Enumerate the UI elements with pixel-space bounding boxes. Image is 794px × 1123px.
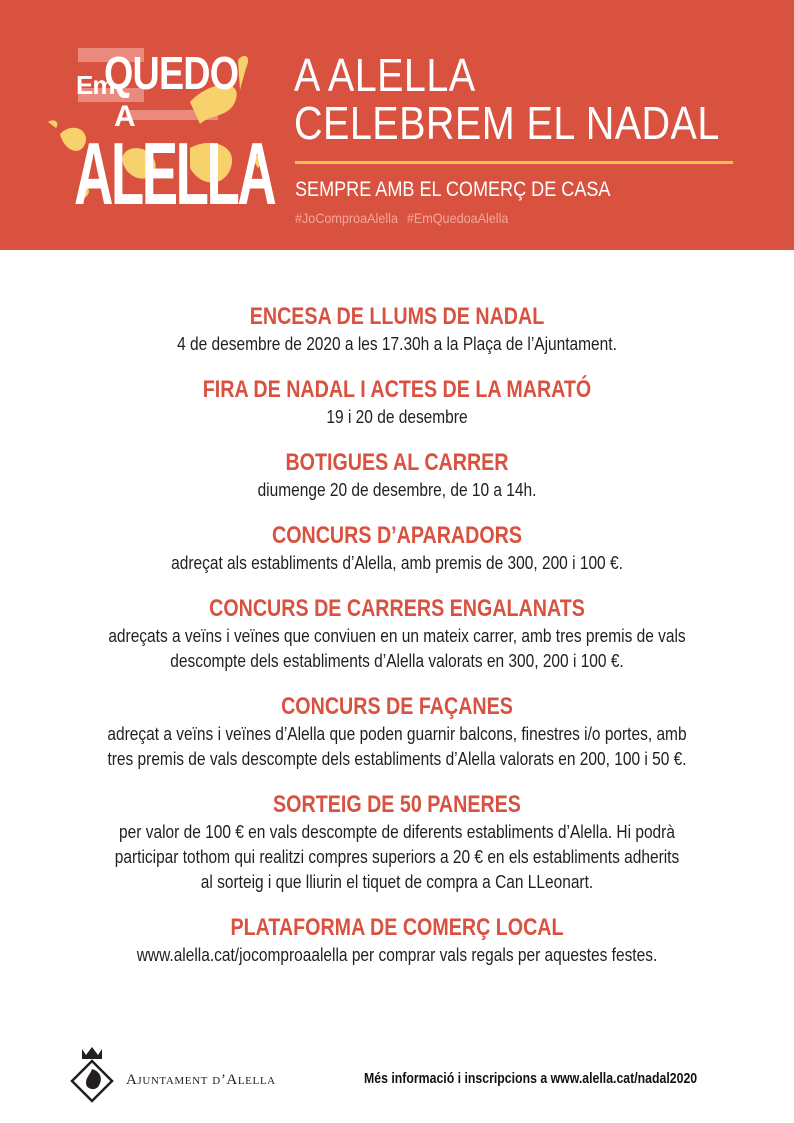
logo-alella: ALELLA	[74, 124, 275, 223]
event-description: per valor de 100 € en vals descompte de diferents establiments d’Alella. Hi podrà participar tothom qui realitzi compres superiors a 20 € en els establiments adherits al sorteig i que lliurin el tiquet de compra a Can LLeonart.	[114, 822, 680, 892]
event-title: SORTEIG DE 50 PANERES	[273, 791, 521, 818]
event-item	[40, 790, 754, 895]
events-list	[40, 302, 754, 986]
logo-quedo: QUEDO	[104, 47, 239, 99]
event-item	[40, 302, 754, 357]
ajuntament-crest-icon	[70, 1045, 114, 1103]
event-item	[40, 448, 754, 503]
event-title: ENCESA DE LLUMS DE NADAL	[249, 303, 545, 330]
event-title: CONCURS D’APARADORS	[271, 522, 523, 549]
event-description: 4 de desembre de 2020 a les 17.30h a la Plaça de l’Ajuntament.	[177, 334, 617, 354]
ajuntament-name: Ajuntament d’Alella	[126, 1072, 276, 1088]
main-title-line-1: A ALELLA	[294, 49, 476, 101]
event-description: adreçat als establiments d’Alella, amb premis de 300, 200 i 100 €.	[171, 553, 623, 573]
event-item	[40, 594, 754, 674]
logo-a: A	[114, 100, 136, 133]
event-description: 19 i 20 de desembre	[326, 407, 468, 427]
event-title: FIRA DE NADAL I ACTES DE LA MARATÓ	[202, 376, 592, 403]
footer-info-link[interactable]: Més informació i inscripcions a www.alella.cat/nadal2020	[364, 1070, 698, 1087]
title-divider	[295, 161, 733, 164]
hashtags: #JoComproaAlella #EmQuedoaAlella	[295, 210, 509, 226]
event-item	[40, 375, 754, 430]
logo-lettering	[40, 40, 275, 235]
event-item	[40, 521, 754, 576]
event-title: CONCURS DE FAÇANES	[281, 693, 513, 720]
header-banner	[0, 0, 794, 250]
event-item	[40, 913, 754, 968]
event-description: adreçats a veïns i veïnes que conviuen en un mateix carrer, amb tres premis de vals descompte dels establiments d’Alella valorats en 300, 200 i 100 €.	[108, 626, 686, 671]
em-quedo-a-alella-logo	[40, 40, 275, 235]
event-title: PLATAFORMA DE COMERÇ LOCAL	[230, 914, 564, 941]
event-description: www.alella.cat/jocomproaalella per comprar vals regals per aquestes festes.	[136, 945, 658, 965]
event-title: CONCURS DE CARRERS ENGALANATS	[209, 595, 585, 622]
logo-em: Em	[76, 70, 115, 100]
subtitle: SEMPRE AMB EL COMERÇ DE CASA	[295, 178, 611, 201]
event-title: BOTIGUES AL CARRER	[285, 449, 509, 476]
event-item	[40, 692, 754, 772]
event-description: diumenge 20 de desembre, de 10 a 14h.	[257, 480, 537, 500]
event-description: adreçat a veïns i veïnes d’Alella que poden guarnir balcons, finestres i/o portes, amb tres premis de vals descompte dels establiments d’Alella valorats en 200, 100 i 50 €.	[107, 724, 687, 769]
main-title-line-2: CELEBREM EL NADAL	[294, 97, 720, 149]
